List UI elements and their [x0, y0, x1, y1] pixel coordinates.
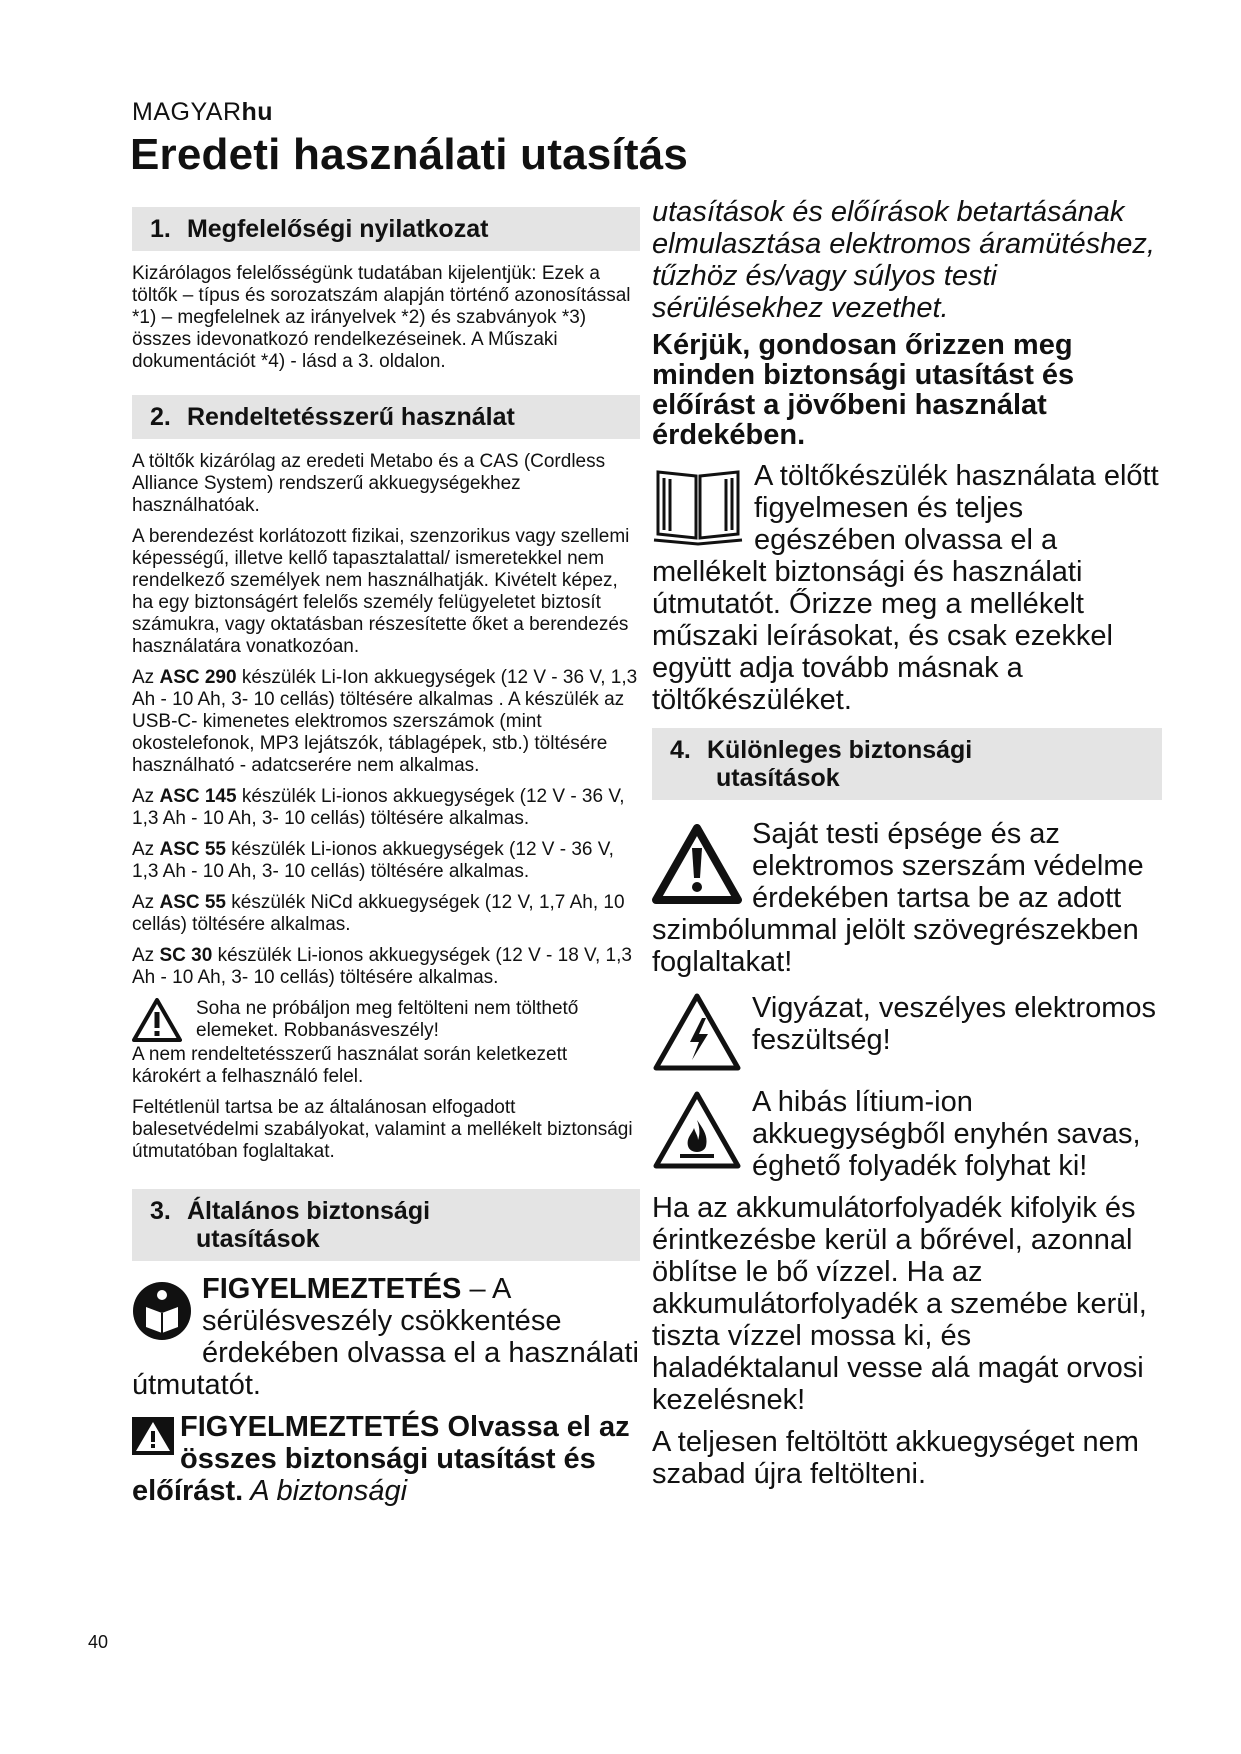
- battery-fluid-instructions: Ha az akkumulátorfolyadék kifolyik és érintkezésbe kerül a bőrével, azonnal öblítse le bő vízzel. Ha az akkumulátorfolyadék a szemébe kerül, tiszta vízzel mossa ki, és haladéktalanul vesse alá magát orvosi kezelésnek!: [652, 1192, 1147, 1416]
- read-all-warning: FIGYELMEZTETÉS Olvassa el az összes biztonsági utasítást és előírást. A biztonsági: [132, 1411, 630, 1507]
- section-2-heading: 2. Rendeltetésszerű használat: [132, 395, 640, 439]
- accident-prevention-text: Feltétlenül tartsa be az általánosan elfogadott balesetvédelmi szabályokat, valamint a mellékelt biztonsági útmutatóban foglaltakat.: [132, 1097, 633, 1162]
- flammable-liquid-warning: A hibás lítium-ion akkuegységből enyhén savas, éghető folyadék folyhat ki!: [652, 1086, 1162, 1182]
- model-asc145: Az ASC 145 készülék Li-ionos akkuegységek (12 V - 36 V, 1,3 Ah - 10 Ah, 3- 10 cellás) töltésére alkalmas.: [132, 786, 625, 829]
- left-column: [132, 207, 640, 1517]
- warning-triangle-icon: [132, 998, 182, 1042]
- liability-text: A nem rendeltetésszerű használat során keletkezett károkért a felhasználó felel.: [132, 1044, 568, 1087]
- model-asc55-liion: Az ASC 55 készülék Li-ionos akkuegységek (12 V - 36 V, 1,3 Ah - 10 Ah, 3- 10 cellás) töltésére alkalmas.: [132, 839, 614, 882]
- model-sc30: Az SC 30 készülék Li-ionos akkuegységek (12 V - 18 V, 1,3 Ah - 10 Ah, 3- 10 cellás) töltésére alkalmas.: [132, 945, 632, 988]
- intended-use-p2: A berendezést korlátozott fizikai, szenzorikus vagy szellemi képességű, illetve kellő tapasztalattal/ ismeretekkel nem rendelkező személyek nem használhatják. Kivételt képez, ha egy biztonságért felelős személy felügyeletet biztosít számukra, vagy oktatásban részesítette őket a berendezés használatára vonatkozóan.: [132, 526, 630, 657]
- document-title: Eredeti használati utasítás: [130, 130, 689, 179]
- section-3-heading: 3. Általános biztonsági utasítások: [132, 1189, 640, 1261]
- non-rechargeable-warning: Soha ne próbáljon meg feltölteni nem tölthető elemeket. Robbanásveszély!: [132, 998, 640, 1042]
- high-voltage-icon: [652, 992, 742, 1072]
- declaration-text: Kizárólagos felelősségünk tudatában kijelentjük: Ezek a töltők – típus és sorozatszám alapján történő azonosítással *1) – megfelelnek az irányelvek *2) és szabványok *3) összes idevonatkozó rendelkezéseinek. A Műszaki dokumentációt *4) - lásd a 3. oldalon.: [132, 263, 631, 372]
- section-1-heading: 1. Megfelelőségi nyilatkozat: [132, 207, 640, 251]
- read-manual-warning: FIGYELMEZTETÉS – A sérülésveszély csökkentése érdekében olvassa el a használati útmutatót.: [132, 1273, 639, 1401]
- read-manual-book-text: A töltőkészülék használata előtt figyelmesen és teljes egészében olvassa el a mellékelt biztonsági és használati útmutatót. Őrizze meg a mellékelt műszaki leírásokat, és csak ezekkel együtt adja tovább másnak a töltőkészüléket.: [652, 460, 1159, 716]
- electric-voltage-warning: Vigyázat, veszélyes elektromos feszültség!: [652, 992, 1162, 1072]
- model-asc290: Az ASC 290 készülék Li-Ion akkuegységek (12 V - 36 V, 1,3 Ah - 10 Ah, 3- 10 cellás) töltésére alkalmas . A készülék az USB-C- kimenetes elektromos szerszámok (mint okostelefonok, MP3 lejátszók, táblagépek, stb.) töltésére használható - adatcserére nem alkalmas.: [132, 667, 638, 776]
- right-column: [652, 196, 1162, 1500]
- warning-triangle-icon: [652, 824, 742, 904]
- intended-use-p1: A töltők kizárólag az eredeti Metabo és a CAS (Cordless Alliance System) rendszerű akkuegységekhez használhatóak.: [132, 451, 606, 516]
- page-number: 40: [88, 1632, 109, 1652]
- warning-continuation: utasítások és előírások betartásának elmulasztása elektromos áramütéshez, tűzhöz és/vagy súlyos testi sérülésekhez vezethet.: [652, 196, 1155, 324]
- book-icon: [652, 464, 744, 546]
- full-battery-notice: A teljesen feltöltött akkuegységet nem szabad újra feltölteni.: [652, 1426, 1139, 1490]
- read-manual-icon: [132, 1281, 192, 1341]
- general-danger-warning: Saját testi épsége és az elektromos szerszám védelme érdekében tartsa be az adott szimbólummal jelölt szövegrészekben foglaltakat!: [652, 818, 1144, 978]
- language-label: MAGYARhu: [132, 98, 274, 126]
- model-asc55-nicd: Az ASC 55 készülék NiCd akkuegységek (12 V, 1,7 Ah, 10 cellás) töltésére alkalmas.: [132, 892, 625, 935]
- keep-instructions: Kérjük, gondosan őrizzen meg minden biztonsági utasítást és előírást a jövőbeni használat érdekében.: [652, 329, 1075, 451]
- warning-sign-icon: [132, 1417, 174, 1455]
- flammable-icon: [652, 1090, 742, 1170]
- section-4-heading: 4. Különleges biztonsági utasítások: [652, 728, 1162, 800]
